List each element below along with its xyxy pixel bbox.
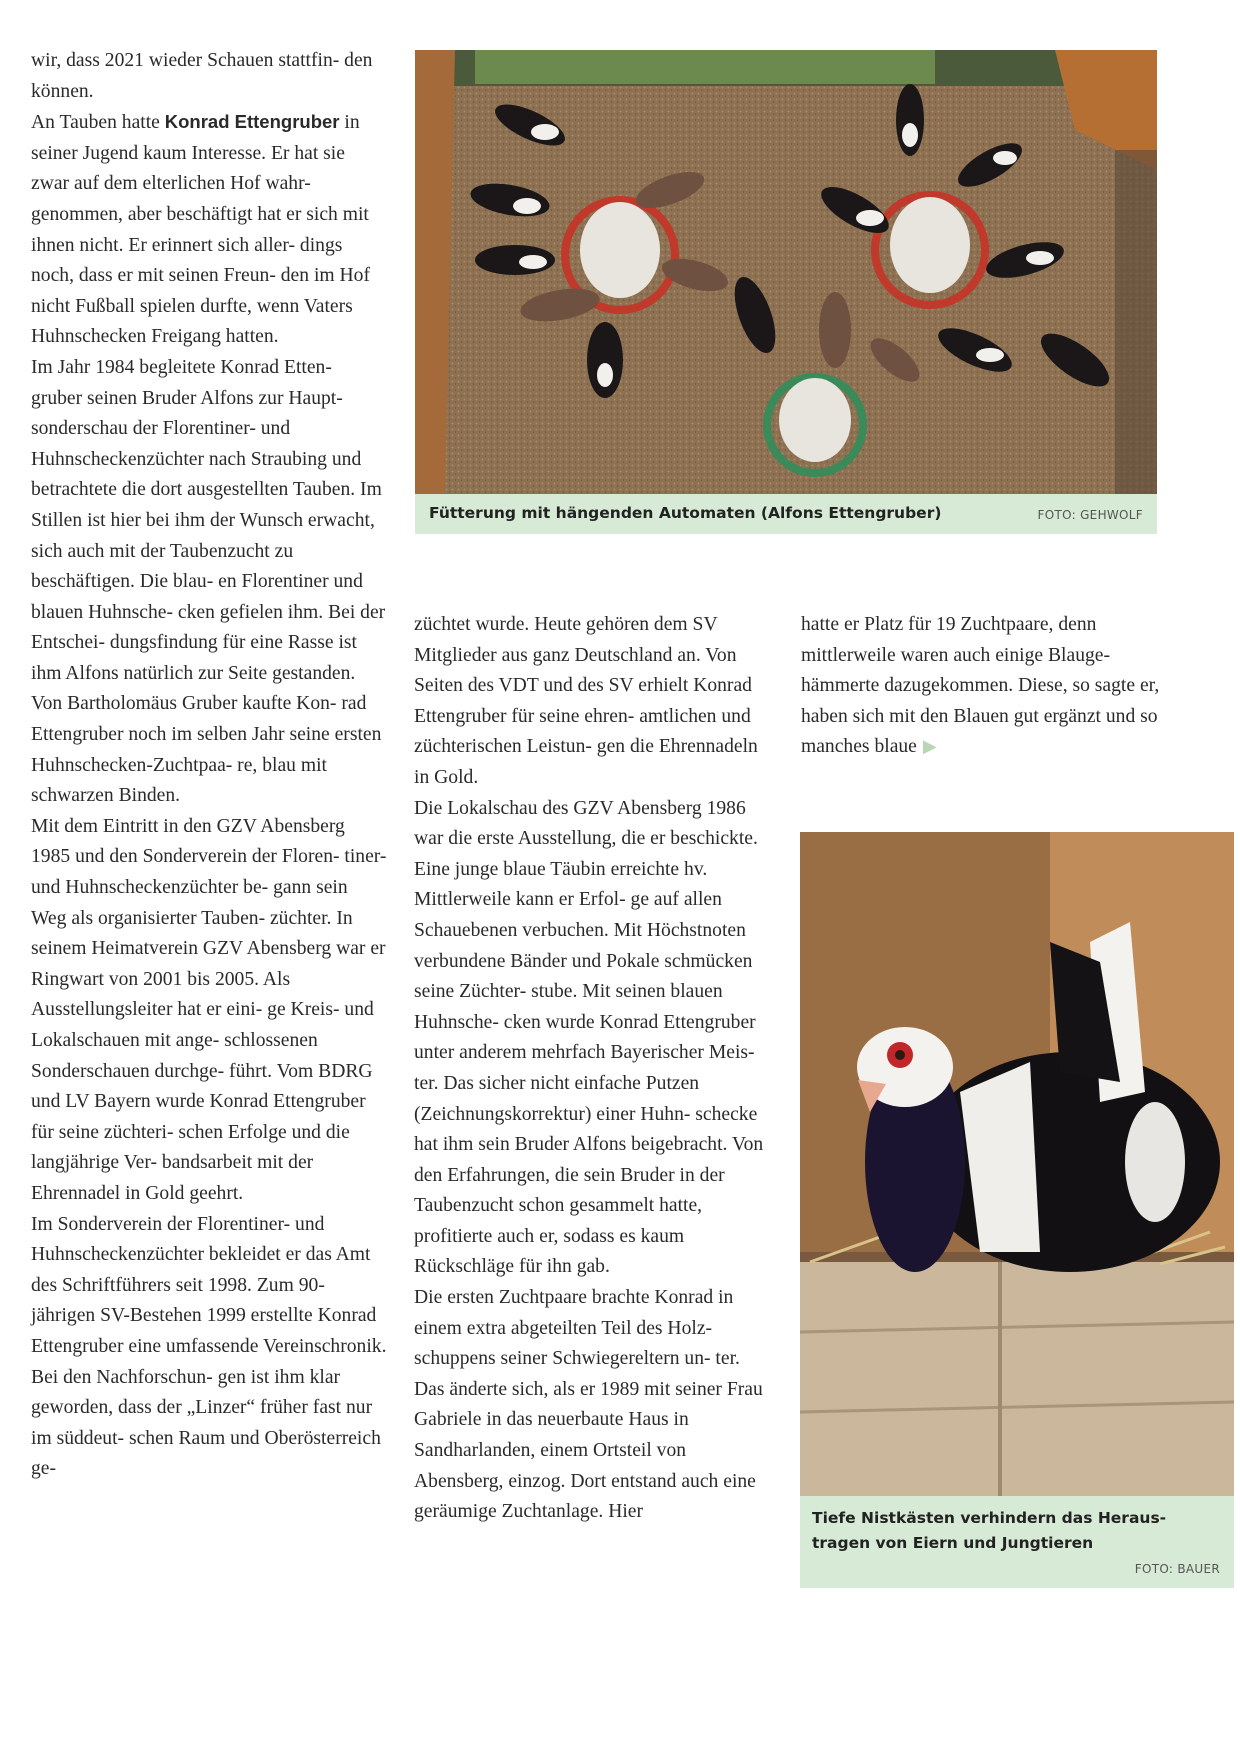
paragraph: Im Sonderverein der Florentiner- und Huhnscheckenzüchter bekleidet er das Amt des Schriftführers seit 1998. Zum 90-jährigen SV-Bestehen 1999 erstellte Konrad Ettengruber eine umfassende Vereinschronik. Bei den Nachforschun- gen ist ihm klar geworden, dass der „Linzer“ früher fast nur im süddeut- schen Raum und Oberösterreich ge-	[31, 1213, 387, 1480]
text-column-2	[414, 610, 774, 1528]
paragraph	[801, 610, 1161, 763]
paragraph-lead: An Tauben hatte	[31, 112, 165, 134]
text-column-1	[31, 46, 387, 1485]
continue-arrow-icon: ▶	[922, 736, 937, 758]
photo-feeding-pigeons	[415, 50, 1157, 494]
text-column-3	[801, 610, 1161, 763]
paragraph: Im Jahr 1984 begleitete Konrad Etten- gruber seinen Bruder Alfons zur Haupt- sonderschau der Florentiner- und Huhnscheckenzüchter nach Straubing und betrachtete die dort ausgestellten Tauben. Im Stillen ist hier bei ihm der Wunsch erwacht, sich auch mit der Taubenzucht zu beschäftigen. Die blau- en Florentiner und blauen Huhnsche- cken gefielen ihm. Bei der Entschei- dungsfindung für eine Rasse ist ihm Alfons natürlich zur Seite gestanden. Von Bartholomäus Gruber kaufte Kon- rad Ettengruber noch im selben Jahr seine ersten Huhnschecken-Zuchtpaa- re, blau mit schwarzen Binden.	[31, 356, 386, 807]
photo-caption: Fütterung mit hängenden Automaten (Alfons Ettengruber)	[429, 504, 942, 522]
photo-caption: Tiefe Nistkästen verhindern das Heraus- tragen von Eiern und Jungtieren	[812, 1509, 1167, 1552]
photo-caption-box	[415, 494, 1157, 534]
photo-credit: FOTO: BAUER	[1134, 1562, 1220, 1576]
paragraph: wir, dass 2021 wieder Schauen stattfin- den können.	[31, 50, 373, 102]
paragraph: züchtet wurde. Heute gehören dem SV Mitglieder aus ganz Deutschland an. Von Seiten des VDT und des SV erhielt Konrad Ettengruber für seine ehren- amtlichen und züchterischen Leistun- gen die Ehrennadeln in Gold.	[414, 614, 758, 788]
paragraph	[31, 107, 387, 353]
paragraph: Die ersten Zuchtpaare brachte Konrad in einem extra abgeteilten Teil des Holz- schuppens seiner Schwiegereltern un- ter. Das änderte sich, als er 1989 mit seiner Frau Gabriele in das neuerbaute Haus in Sandharlanden, einem Ortsteil von Abensberg, einzog. Dort entstand auch eine geräumige Zuchtanlage. Hier	[414, 1287, 763, 1523]
photo-caption-box	[800, 1496, 1234, 1588]
paragraph: Mit dem Eintritt in den GZV Abensberg 1985 und den Sonderverein der Floren- tiner- und Huhnscheckenzüchter be- gann sein Weg als organisierter Tauben- züchter. In seinem Heimatverein GZV Abensberg war er Ringwart von 2001 bis 2005. Als Ausstellungsleiter hat er eini- ge Kreis- und Lokalschauen mit ange- schlossenen Sonderschauen durchge- führt. Vom BDRG und LV Bayern wurde Konrad Ettengruber für seine züchteri- schen Erfolge und die langjährige Ver- bandsarbeit mit der Ehrennadel in Gold geehrt.	[31, 815, 387, 1204]
person-name-bold: Konrad Ettengruber	[164, 111, 340, 133]
paragraph: Die Lokalschau des GZV Abensberg 1986 war die erste Ausstellung, die er beschickte. Eine junge blaue Täubin erreichte hv. Mittlerweile kann er Erfol- ge auf allen Schauebenen verbuchen. Mit Höchstnoten verbundene Bänder und Pokale schmücken seine Züchter- stube. Mit seinen blauen Huhnsche- cken wurde Konrad Ettengruber unter anderem mehrfach Bayerischer Meis- ter. Das sicher nicht einfache Putzen (Zeichnungskorrektur) einer Huhn- schecke hat ihm sein Bruder Alfons beigebracht. Von den Erfahrungen, die sein Bruder in der Taubenzucht schon gesammelt hatte, profitierte auch er, sodass es kaum Rückschläge für ihn gab.	[414, 797, 764, 1278]
paragraph-body: hatte er Platz für 19 Zuchtpaare, denn mittlerweile waren auch einige Blauge- hämmerte dazugekommen. Diese, so sagte er, haben sich mit den Blauen gut ergänzt und so manches blaue	[801, 614, 1160, 758]
photo-credit: FOTO: GEHWOLF	[1037, 508, 1143, 522]
photo-nest-box-pigeon	[800, 832, 1234, 1496]
paragraph-body: in seiner Jugend kaum Interesse. Er hat sie zwar auf dem elterlichen Hof wahr- genommen, aber beschäftigt hat er sich mit ihnen nicht. Er erinnert sich aller- dings noch, dass er mit seinen Freun- den im Hof nicht Fußball spielen durfte, wenn Vaters Huhnschecken Freigang hatten.	[31, 112, 371, 348]
